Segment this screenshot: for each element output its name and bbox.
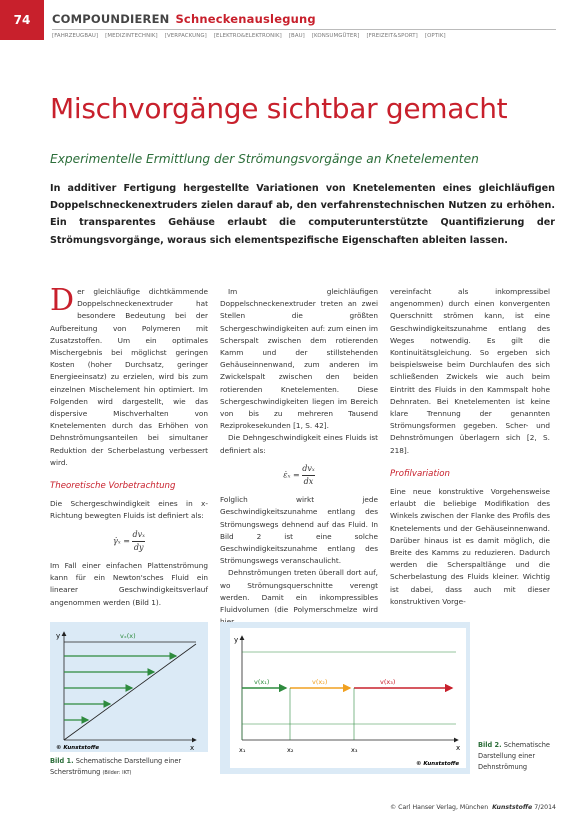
article-lead: In additiver Fertigung hergestellte Variationen von Knetelementen eines gleichläufigen Doppelschneckenextruders zielen darauf ab, den verfahrenstechnischen Nutzen zu erhöhen. Ein transparentes Gehäuse erlaubt die computerunterstützte Quantifizierung der Strömungsvorgänge, woraus sich elementspezifische Eigenschaften ableiten lassen. [50, 183, 555, 246]
formula-shear-rate: γ̇ₓ = dvₓ dy [113, 529, 145, 552]
section-label: COMPOUNDIEREN [52, 12, 170, 26]
paragraph: Im Fall einer einfachen Plattenströmung kann für ein Newton'sches Fluid ein linearer Geschwindigkeitsverlauf angenommen werden (Bild 1). [50, 561, 208, 607]
tag: [FAHRZEUGBAU] [52, 33, 99, 39]
tag: [BAU] [288, 33, 305, 39]
header-rule [52, 29, 556, 30]
publisher: © Carl Hanser Verlag, München [390, 804, 489, 811]
caption-ref: Bild 1. [50, 757, 74, 765]
paragraph: Folglich wirkt jede Geschwindigkeitszunahme entlang des Strömungswegs dehnend auf das Fluid. In Bild 2 ist eine solche Geschwindigkeitszunahme entlang des Strömungswegs veranschaulicht. [220, 495, 378, 566]
drop-cap: D [50, 283, 75, 318]
text-column-3 [390, 286, 550, 608]
figure-1-diagram [50, 622, 208, 752]
plot-area [230, 628, 466, 768]
v3-label: v(x₃) [380, 678, 396, 686]
tag: [ELEKTRO&ELEKTRONIK] [213, 33, 282, 39]
figure-1-shear-flow [50, 622, 208, 752]
tag: [VERPACKUNG] [164, 33, 207, 39]
caption-text: Schematische Darstellung einer Dehnströmung [478, 741, 550, 771]
paragraph: vereinfacht als inkompressibel angenommen) durch einen konvergenten Querschnitt strömen kann, ist eine Geschwindigkeitszunahme entlang des Weges notwendig. Es gilt die Kontinuitätsgleichung. So ergeben sich beispielsweise beim Durchlaufen des sich schließenden Zwickels wie auch beim Eintritt des Fluids in den Kammspalt hohe Dehnraten. Bei Knetelementen ist keine klare Trennung der genannten Strömungsformen gegeben. Scher- und Dehnströmungen überlagern sich [2, S. 218]. [390, 287, 550, 455]
tag: [OPTIK] [424, 33, 446, 39]
figure-2-diagram [220, 622, 470, 774]
section-heading: Profilvariation [390, 468, 450, 479]
caption-text: Schematische Darstellung einer Scherströmung [50, 757, 182, 776]
caption-source: (Bilder: IKT) [102, 770, 132, 776]
x1-label: x₁ [239, 746, 246, 754]
paragraph: er gleichläufige dichtkämmende Doppelschneckenextruder hat besondere Bedeutung bei der Aufbereitung von Polymeren mit Zusatzstoffen. Um ein optimales Mischergebnis bei möglichst geringen Kosten (hoher Durchsatz, geringer Energieeinsatz) zu erzielen, wird bis zum einzelnen Mischelement hin optimiert. Im Folgenden wird dargestellt, wie das dispersive Mischverhalten von Knetelementen durch das Erhöhen von Dehnströmungsanteilen bei simultaner Reduktion der Scherbelastung verbessert wird. [50, 287, 208, 467]
caption-ref: Bild 2. [478, 741, 502, 749]
x3-label: x₃ [351, 746, 358, 754]
running-header [52, 12, 316, 26]
v2-label: v(x₂) [312, 678, 328, 686]
tag: [FREIZEIT&SPORT] [366, 33, 418, 39]
paragraph: Die Schergeschwindigkeit eines in x-Richtung bewegten Fluids ist definiert als: [50, 499, 208, 521]
formula-strain-rate: ε̇ₓ = dvₓ dx [283, 463, 315, 487]
text-column-1 [50, 283, 208, 609]
figure-credit: © Kunststoffe [56, 745, 100, 751]
text-column-2 [220, 286, 378, 628]
section-heading: Theoretische Vorbetrachtung [50, 481, 176, 492]
article-subtitle: Experimentelle Ermittlung der Strömungsvorgänge an Knetelementen [50, 152, 479, 166]
subsection-label: Schneckenauslegung [175, 12, 316, 26]
paragraph: Eine neue konstruktive Vorgehensweise erlaubt die beliebige Modifikation des Winkels zwischen der Flanke des Profils des Knetelements und der Gehäuseinnenwand. Darüber hinaus ist es damit möglich, die Breite des Kamms zu reduzieren. Dadurch werden die Scherspaltlänge und die Scherbelastung des Fluids kleiner. Wichtig ist dabei, dass auch mit dieser konstruktiven Vorge- [390, 487, 550, 606]
figure-2-extensional-flow [220, 622, 470, 774]
figure-credit: © Kunststoffe [416, 761, 460, 767]
issue-number: 7/2014 [534, 804, 556, 811]
industry-tags [52, 33, 552, 39]
y-axis-label: y [56, 632, 61, 640]
x-axis-label: x [456, 744, 461, 752]
tag: [KONSUMGÜTER] [311, 33, 360, 39]
velocity-profile-line [64, 644, 196, 740]
y-axis-label: y [234, 636, 239, 644]
paragraph: Dehnströmungen treten überall dort auf, wo Strömungsquerschnitte verengt werden. Damit ein inkompressibles Fluidvolumen (die Polymerschmelze wird [220, 568, 378, 615]
page-number: 74 [0, 0, 44, 40]
article-title: Mischvorgänge sichtbar gemacht [50, 92, 508, 125]
figure-2-caption [478, 740, 558, 773]
x-axis-label: x [190, 744, 195, 752]
x2-label: x₂ [287, 746, 294, 754]
page-footer [390, 804, 556, 811]
magazine-name: Kunststoffe [492, 804, 533, 811]
figure-1-caption [50, 756, 210, 779]
velocity-label: vₓ(x) [120, 632, 136, 640]
paragraph: Die Dehngeschwindigkeit eines Fluids ist definiert als: [220, 433, 378, 455]
tag: [MEDIZINTECHNIK] [105, 33, 158, 39]
velocity-arrows [64, 656, 176, 720]
v1-label: v(x₁) [254, 678, 270, 686]
paragraph: Im gleichläufigen Doppelschneckenextruder treten an zwei Stellen die größten Schergeschwindigkeiten auf: zum einen im Scherspalt zwischen dem rotierenden Kamm und der stillstehenden Gehäuseinnenwand, zum anderen im Zwickelspalt zwischen den beiden rotierenden Knetelementen. Diese Schergeschwindigkeiten liegen im Bereich von bis zu mehreren Tausend Reziprokesekunden [1, S. 42]. [220, 287, 378, 431]
